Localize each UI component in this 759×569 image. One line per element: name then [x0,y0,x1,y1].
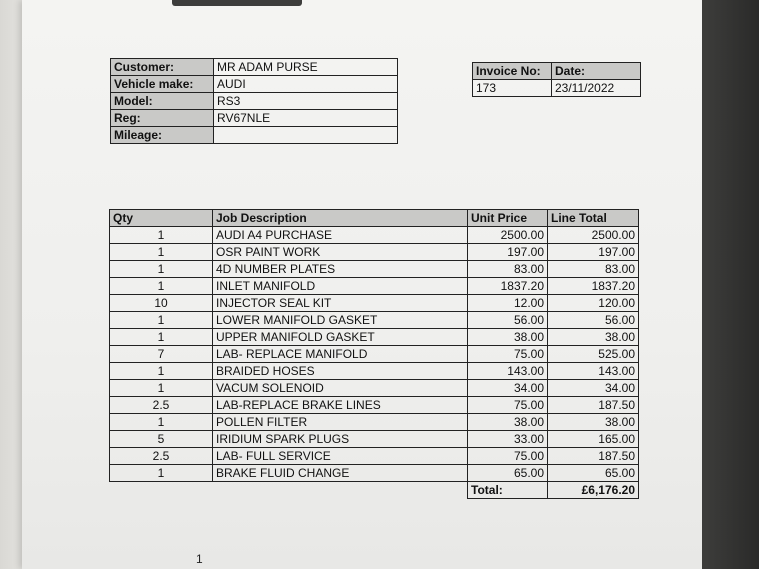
unit-price-cell: 34.00 [468,380,548,397]
unit-price-cell: 1837.20 [468,278,548,295]
qty-cell: 1 [110,278,213,295]
description-cell: BRAIDED HOSES [213,363,468,380]
qty-cell: 10 [110,295,213,312]
line-total-cell: 38.00 [548,329,639,346]
qty-cell: 1 [110,261,213,278]
description-cell: BRAKE FLUID CHANGE [213,465,468,482]
customer-field-label: Reg: [111,110,214,127]
table-row [110,227,639,244]
customer-row [111,59,398,76]
line-total-cell: 65.00 [548,465,639,482]
table-row [110,278,639,295]
qty-cell: 1 [110,312,213,329]
description-cell: OSR PAINT WORK [213,244,468,261]
unit-price-cell: 12.00 [468,295,548,312]
table-row [110,414,639,431]
job-lines-table [109,209,639,499]
unit-price-cell: 38.00 [468,414,548,431]
unit-price-cell: 75.00 [468,397,548,414]
table-row [110,380,639,397]
line-total-cell: 525.00 [548,346,639,363]
table-row [110,397,639,414]
total-spacer [110,482,213,499]
table-row [110,244,639,261]
qty-cell: 1 [110,244,213,261]
qty-cell: 5 [110,431,213,448]
table-row [110,431,639,448]
desk-background [700,0,759,569]
description-cell: 4D NUMBER PLATES [213,261,468,278]
table-row [110,465,639,482]
description-cell: VACUM SOLENOID [213,380,468,397]
line-total-cell: 1837.20 [548,278,639,295]
total-value: £6,176.20 [548,482,639,499]
job-description-header: Job Description [213,210,468,227]
description-cell: INJECTOR SEAL KIT [213,295,468,312]
customer-field-label: Vehicle make: [111,76,214,93]
line-total-cell: 165.00 [548,431,639,448]
customer-field-value: MR ADAM PURSE [214,59,398,76]
unit-price-cell: 33.00 [468,431,548,448]
description-cell: INLET MANIFOLD [213,278,468,295]
description-cell: LOWER MANIFOLD GASKET [213,312,468,329]
unit-price-cell: 83.00 [468,261,548,278]
customer-field-label: Customer: [111,59,214,76]
customer-field-label: Mileage: [111,127,214,144]
table-row [110,329,639,346]
table-row [110,363,639,380]
line-total-header: Line Total [548,210,639,227]
line-total-cell: 187.50 [548,397,639,414]
unit-price-cell: 56.00 [468,312,548,329]
line-total-cell: 187.50 [548,448,639,465]
description-cell: IRIDIUM SPARK PLUGS [213,431,468,448]
total-spacer [213,482,468,499]
qty-cell: 2.5 [110,448,213,465]
description-cell: AUDI A4 PURCHASE [213,227,468,244]
customer-row [111,110,398,127]
line-total-cell: 143.00 [548,363,639,380]
customer-field-value: RS3 [214,93,398,110]
table-row [110,295,639,312]
table-row [110,261,639,278]
invoice-sheet [22,0,702,569]
invoice-no-value: 173 [473,80,552,97]
description-cell: UPPER MANIFOLD GASKET [213,329,468,346]
line-total-cell: 38.00 [548,414,639,431]
line-total-cell: 197.00 [548,244,639,261]
line-total-cell: 83.00 [548,261,639,278]
unit-price-cell: 75.00 [468,346,548,363]
qty-cell: 7 [110,346,213,363]
date-value: 23/11/2022 [552,80,641,97]
unit-price-header: Unit Price [468,210,548,227]
customer-field-value: RV67NLE [214,110,398,127]
qty-cell: 2.5 [110,397,213,414]
customer-field-value: AUDI [214,76,398,93]
unit-price-cell: 2500.00 [468,227,548,244]
line-total-cell: 120.00 [548,295,639,312]
description-cell: LAB-REPLACE BRAKE LINES [213,397,468,414]
table-row [110,312,639,329]
table-row [110,346,639,363]
invoice-info-table [472,62,641,97]
unit-price-cell: 143.00 [468,363,548,380]
table-row [110,448,639,465]
unit-price-cell: 65.00 [468,465,548,482]
qty-cell: 1 [110,227,213,244]
qty-cell: 1 [110,363,213,380]
customer-field-value [214,127,398,144]
line-total-cell: 34.00 [548,380,639,397]
description-cell: POLLEN FILTER [213,414,468,431]
description-cell: LAB- REPLACE MANIFOLD [213,346,468,363]
customer-row [111,127,398,144]
qty-header: Qty [110,210,213,227]
unit-price-cell: 75.00 [468,448,548,465]
qty-cell: 1 [110,329,213,346]
unit-price-cell: 38.00 [468,329,548,346]
page-number: 1 [196,552,203,566]
qty-cell: 1 [110,414,213,431]
qty-cell: 1 [110,380,213,397]
customer-row [111,76,398,93]
date-label: Date: [552,63,641,80]
description-cell: LAB- FULL SERVICE [213,448,468,465]
invoice-no-label: Invoice No: [473,63,552,80]
total-label: Total: [468,482,548,499]
cut-off-header-text [172,0,302,6]
qty-cell: 1 [110,465,213,482]
line-total-cell: 56.00 [548,312,639,329]
customer-row [111,93,398,110]
customer-details-table [110,58,398,144]
line-total-cell: 2500.00 [548,227,639,244]
unit-price-cell: 197.00 [468,244,548,261]
customer-field-label: Model: [111,93,214,110]
